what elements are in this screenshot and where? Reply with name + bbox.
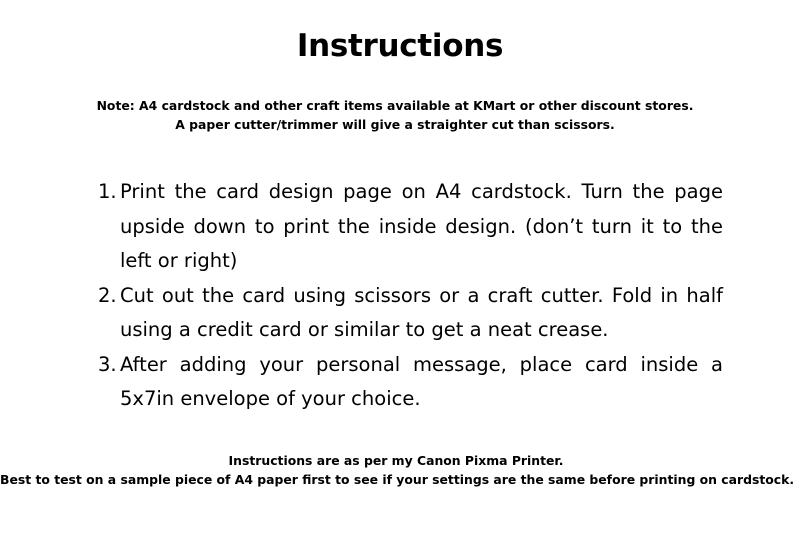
note-line-2: A paper cutter/trimmer will give a straighter cut than scissors. [175,117,615,132]
page-title: Instructions [296,28,504,64]
step-text: After adding your personal message, place card inside a 5x7in envelope of your choice. [120,352,723,410]
note-block [0,96,790,134]
footer-note [0,451,795,489]
step-text: Cut out the card using scissors or a craft cutter. Fold in half using a credit card or similar to get a neat crease. [120,283,723,341]
footer-line-1: Instructions are as per my Canon Pixma Printer. [228,453,564,468]
step-item-2 [98,279,723,348]
step-item-3 [98,348,723,417]
step-number: 1. [98,180,117,203]
footer-line-2: Best to test on a sample piece of A4 paper first to see if your settings are the same before printing on cardstock. [0,472,795,487]
step-number: 2. [98,283,117,307]
step-number: 3. [98,352,117,376]
step-item-1 [98,175,723,279]
note-line-1: Note: A4 cardstock and other craft items available at KMart or other discount stores. [96,98,694,113]
step-text: Print the card design page on A4 cardstock. Turn the page upside down to print the inside design. (don’t turn it to the left or right) [120,180,723,272]
steps-list [98,175,723,417]
